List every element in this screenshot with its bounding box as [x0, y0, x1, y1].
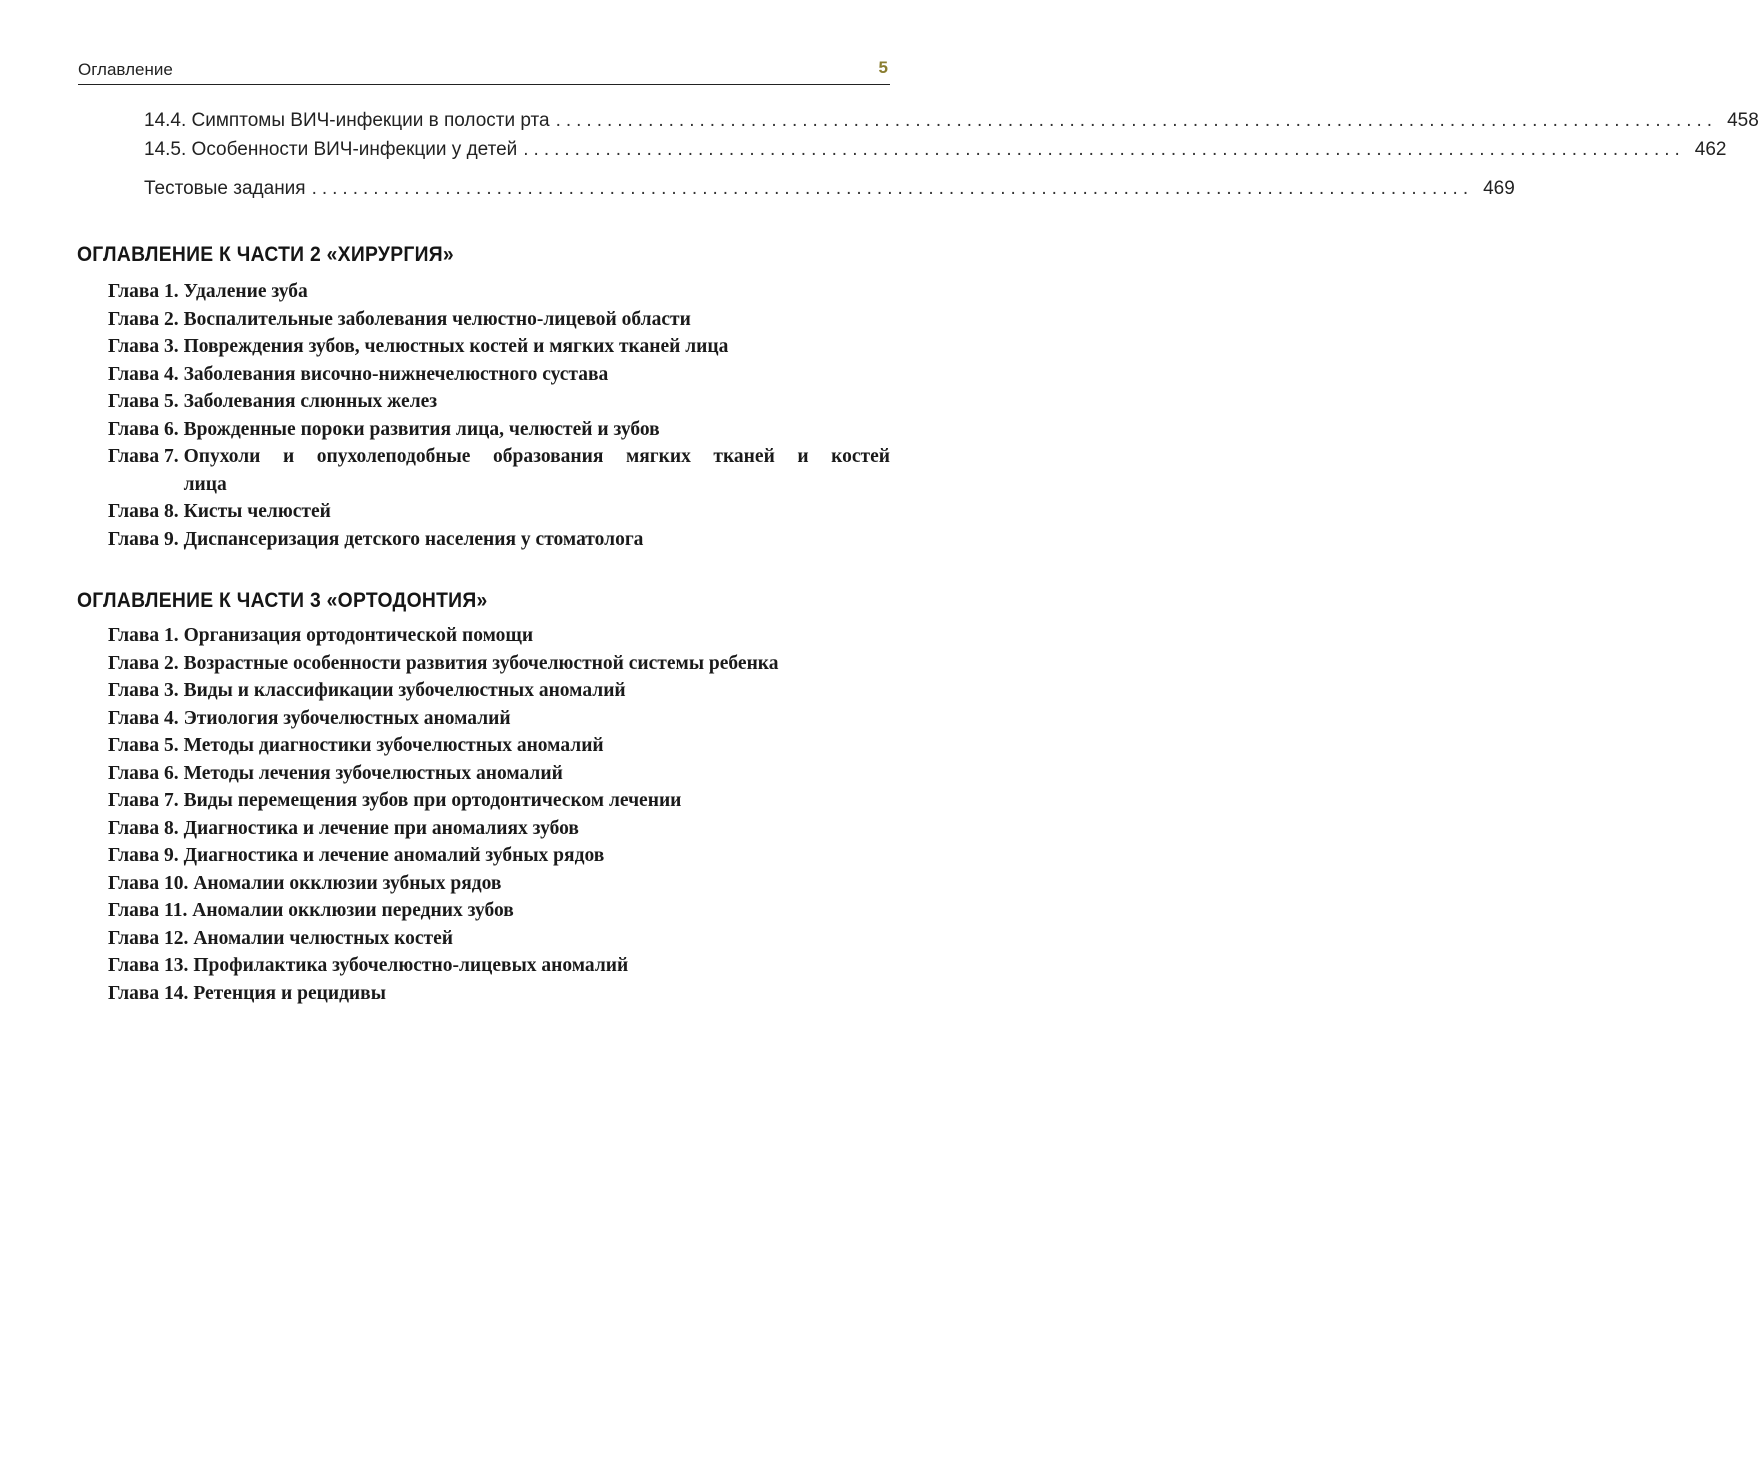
chapter-number: Глава 1. [108, 625, 184, 646]
section-heading-part2: ОГЛАВЛЕНИЕ К ЧАСТИ 2 «ХИРУРГИЯ» [77, 243, 454, 266]
chapter-title: Виды и классификации зубочелюстных аномалий [183, 680, 626, 701]
chapter-number: Глава 3. [108, 336, 184, 357]
chapter-number: Глава 8. [108, 817, 184, 839]
chapter-number: Глава 4. [108, 707, 184, 729]
chapter-item[interactable] [108, 361, 890, 389]
chapter-title: Диспансеризация детского населения у стоматолога [183, 528, 644, 550]
chapter-title: Удаление зуба [183, 281, 308, 302]
chapter-item[interactable] [108, 842, 890, 870]
chapter-item[interactable] [108, 980, 890, 1008]
toc-entry-title: 14.4. Симптомы ВИЧ-инфекции в полости рта [144, 110, 550, 131]
toc-entry[interactable] [144, 139, 1727, 161]
running-title: Оглавление [78, 60, 173, 79]
toc-entry-page: 469 [1483, 178, 1515, 199]
toc-entry-title: Тестовые задания [144, 178, 306, 199]
chapter-number: Глава 10. [108, 872, 194, 894]
page-number: 5 [878, 58, 888, 77]
chapter-item[interactable] [108, 306, 890, 334]
chapter-title: Диагностика и лечение при аномалиях зубов [183, 817, 579, 839]
chapter-number: Глава 1. [108, 281, 184, 302]
chapter-number: Глава 7. [108, 790, 184, 811]
chapter-number: Глава 2. [108, 652, 184, 674]
chapter-title: Аномалии окклюзии передних зубов [192, 900, 514, 921]
chapter-number: Глава 13. [108, 955, 194, 976]
chapter-title: Аномалии окклюзии зубных рядов [193, 872, 502, 894]
chapter-title: Виды перемещения зубов при ортодонтическом лечении [183, 790, 682, 811]
toc-entry-page: 458 [1727, 110, 1759, 131]
toc-entry-title: 14.5. Особенности ВИЧ-инфекции у детей [144, 139, 518, 160]
chapter-title: Диагностика и лечение аномалий зубных рядов [183, 845, 605, 866]
chapter-title: Методы лечения зубочелюстных аномалий [183, 762, 563, 784]
toc-entry[interactable] [144, 178, 1515, 200]
chapter-item[interactable] [108, 278, 890, 306]
chapter-number: Глава 5. [108, 391, 184, 412]
chapter-number: Глава 12. [108, 927, 194, 949]
chapter-number: Глава 9. [108, 845, 184, 866]
chapter-number: Глава 4. [108, 363, 184, 385]
chapter-number: Глава 11. [108, 900, 193, 921]
chapter-title-line: Опухоли и опухолеподобные образования мягких тканей и костей [183, 446, 890, 467]
chapter-item[interactable] [108, 705, 890, 733]
dot-leader: ................................................................................................................. [311, 178, 1474, 199]
chapter-item[interactable] [108, 732, 890, 760]
chapter-number: Глава 2. [108, 308, 184, 330]
chapter-item[interactable] [108, 677, 890, 705]
chapter-item[interactable] [108, 787, 890, 815]
chapter-title: Организация ортодонтической помощи [183, 625, 534, 646]
chapter-item[interactable] [108, 443, 890, 498]
chapter-number: Глава 6. [108, 762, 184, 784]
chapter-title: Методы диагностики зубочелюстных аномалий [183, 735, 604, 756]
chapter-item[interactable] [108, 925, 890, 953]
chapter-item[interactable] [108, 870, 890, 898]
chapter-title: Этиология зубочелюстных аномалий [183, 707, 511, 729]
chapter-title: Аномалии челюстных костей [193, 927, 454, 949]
chapter-item[interactable] [108, 897, 890, 925]
chapter-title: Профилактика зубочелюстно-лицевых аномалий [193, 955, 629, 976]
chapter-title: Возрастные особенности развития зубочелюстной системы ребенка [183, 652, 779, 674]
chapter-list-part3 [108, 622, 890, 1007]
chapter-number: Глава 8. [108, 501, 184, 522]
chapter-title [184, 443, 890, 498]
chapter-item[interactable] [108, 622, 890, 650]
chapter-item[interactable] [108, 760, 890, 788]
chapter-title: Заболевания слюнных желез [183, 391, 438, 412]
chapter-item[interactable] [108, 815, 890, 843]
chapter-item[interactable] [108, 416, 890, 444]
chapter-item[interactable] [108, 333, 890, 361]
chapter-title-line: лица [183, 473, 227, 495]
chapter-title: Врожденные пороки развития лица, челюстей и зубов [183, 418, 660, 440]
chapter-title: Ретенция и рецидивы [193, 982, 386, 1004]
chapter-number: Глава 14. [108, 982, 194, 1004]
chapter-title: Кисты челюстей [183, 501, 331, 522]
chapter-number: Глава 7. [108, 446, 184, 467]
section-heading-part3: ОГЛАВЛЕНИЕ К ЧАСТИ 3 «ОРТОДОНТИЯ» [77, 589, 488, 612]
chapter-list-part2 [108, 278, 890, 553]
chapter-number: Глава 9. [108, 528, 184, 550]
chapter-item[interactable] [108, 952, 890, 980]
chapter-number: Глава 5. [108, 735, 184, 756]
chapter-item[interactable] [108, 498, 890, 526]
chapter-number: Глава 6. [108, 418, 184, 440]
dot-leader: ................................................................................................................. [555, 110, 1718, 131]
chapter-item[interactable] [108, 526, 890, 554]
chapter-title: Заболевания височно-нижнечелюстного сустава [183, 363, 609, 385]
dot-leader: ................................................................................................................. [523, 139, 1685, 160]
chapter-title: Повреждения зубов, челюстных костей и мягких тканей лица [183, 336, 729, 357]
chapter-number: Глава 3. [108, 680, 184, 701]
toc-entry[interactable] [144, 110, 1759, 132]
chapter-item[interactable] [108, 388, 890, 416]
chapter-item[interactable] [108, 650, 890, 678]
toc-entry-page: 462 [1694, 139, 1727, 160]
running-head [78, 60, 890, 85]
chapter-title: Воспалительные заболевания челюстно-лицевой области [183, 308, 691, 330]
